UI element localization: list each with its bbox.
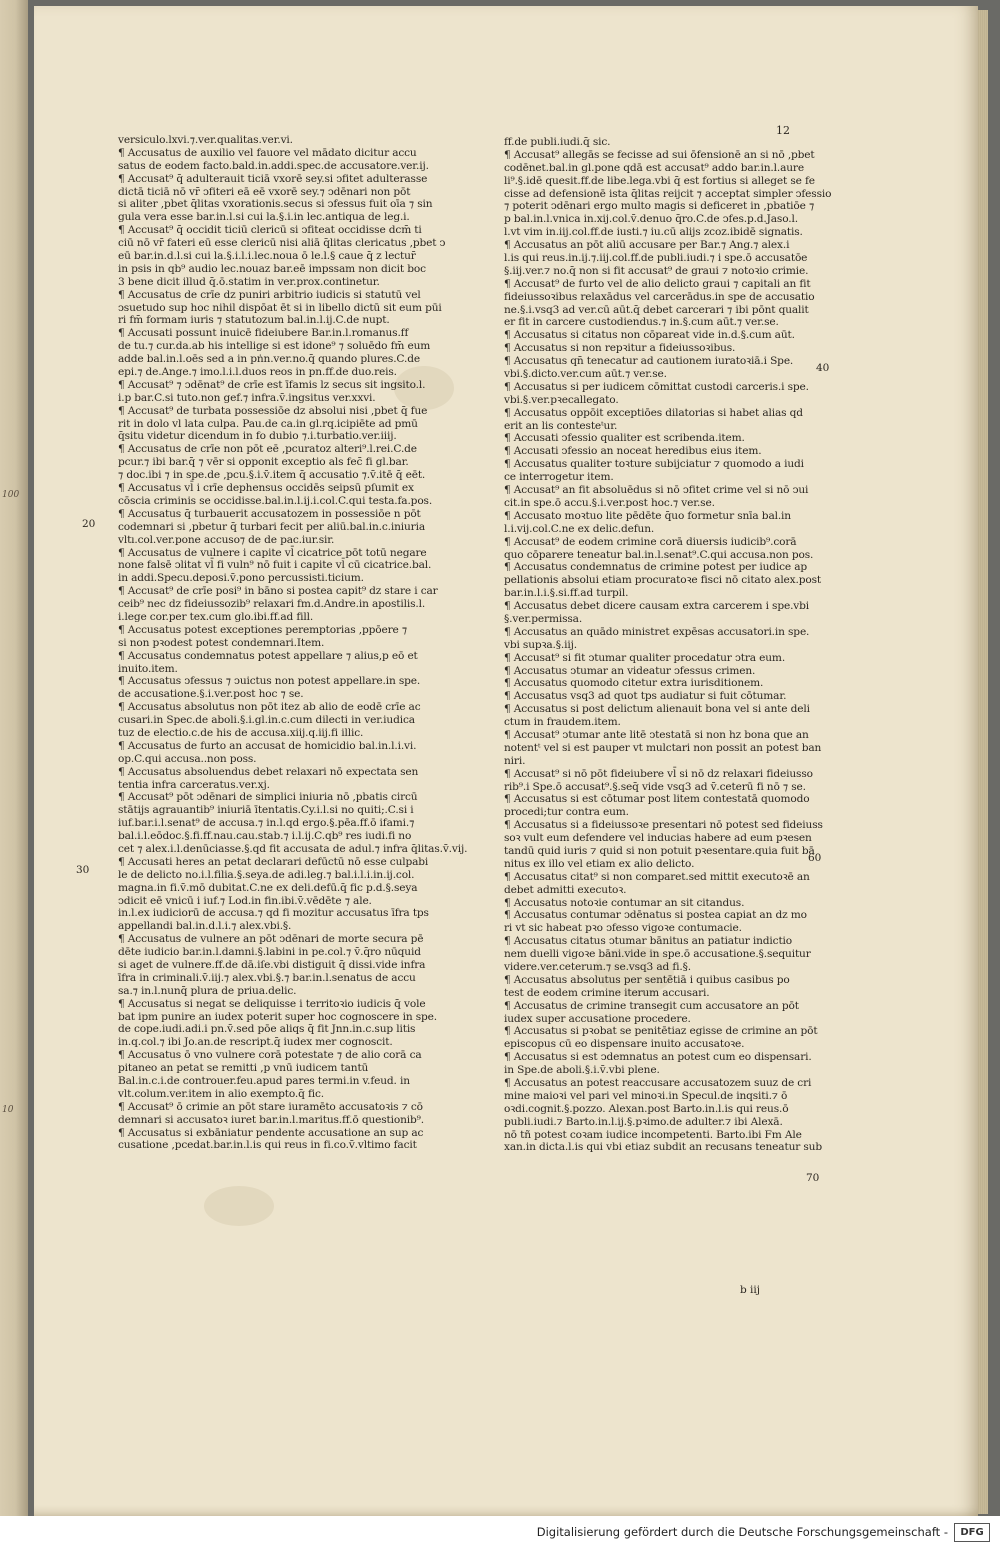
- text-line: ctum in fraudem.item.: [504, 716, 621, 729]
- text-line: 3 bene dicit illud q̄.ō.statim in ver.prox.continetur.: [118, 275, 380, 288]
- text-line: ce interrogetur item.: [504, 471, 614, 484]
- signature-mark: b iij: [740, 1284, 761, 1296]
- text-line: codēnet.bal.in gl.pone qdā est accusat⁹ addo bar.in.l.aure: [504, 161, 804, 174]
- text-line: īfra in criminali.v̄.iij.⁊ alex.vbi.§.⁊ bar.in.l.senatus de accu: [118, 971, 416, 984]
- text-line: cusatione ,pcedat.bar.in.l.is qui reus in fi.co.v̄.vltimo facit: [118, 1139, 417, 1152]
- text-line: ¶ Accusatus de crīe non pōt eē ,pcuratoz alteri⁹.l.rei.C.de: [118, 443, 417, 456]
- funding-notice: Digitalisierung gefördert durch die Deutsche Forschungsgemeinschaft -: [536, 1525, 948, 1539]
- text-line: ¶ Accusatus absoluendus debet relaxari nō expectata sen: [118, 765, 419, 778]
- text-line: ¶ Accusatus de vulnere an pōt ↄdēnari de morte secura pē: [118, 933, 424, 946]
- text-line: de cope.iudi.adi.i pn.v̄.sed pōe aliqs q̄ fit Jnn.in.c.sup litis: [118, 1023, 416, 1036]
- text-line: ¶ Accusat⁹ de furto vel de alio delicto graui ⁊ capitali an fit: [504, 277, 811, 290]
- text-line: ¶ Accusatus de auxilio vel fauore vel mādato dicitur accu: [118, 146, 417, 159]
- line-number-margin: 20: [82, 518, 96, 530]
- text-line: ¶ Accusatus vl̄ i crīe dephensus occidēs seipsū pſumit ex: [118, 482, 414, 495]
- text-line: tandū quid iuris ⁊ quid si non potuit pꝛesentare.quia fuit bā: [504, 844, 815, 857]
- text-line: ¶ Accusatus absolutus non pōt itez ab alio de eodē crīe ac: [118, 701, 421, 714]
- text-line: notentᵗ vel si est pauper vt mulctari non possit an potest ban: [504, 741, 822, 754]
- text-line: ¶ Accusatus ↄtumar an videatur ↄfessus crimen.: [504, 664, 756, 677]
- text-line: ¶ Accusatus debet dicere causam extra carcerem i spe.vbi: [504, 600, 809, 613]
- text-line: vbi.§.ver.pꝛecallegato.: [504, 393, 619, 406]
- text-line: ⁊ doc.ibi ⁊ in spe.de ,pcu.§.i.v̄.item q̄ accusatio ⁊.v̄.itē q̄ eēt.: [118, 469, 426, 482]
- text-line: ¶ Accusat⁹ de crīe posi⁹ in bāno si postea capit⁹ dz stare i car: [118, 585, 438, 598]
- text-line: ¶ Accusat⁹ de eodem crimine corā diuersis iudicib⁹.corā: [504, 535, 797, 548]
- text-line: cōscia criminis se occidisse.bal.in.l.ij.i.col.C.qui testa.fa.pos.: [118, 494, 433, 507]
- text-line: ri fm̄ formam iuris ⁊ statutozum bal.in.l.ij.C.de nupt.: [118, 314, 390, 327]
- text-line: ¶ Accusat⁹ q̄ occidit ticiū clericū si ↄfiteat occidisse dcm̄ ti: [118, 224, 422, 237]
- text-line: ⁊ poterit ↄdēnari ergo multo magis si deficeret in ,pbatiōe ⁊: [504, 200, 815, 213]
- text-line: xan.in dicta.l.is qui vbi etiaz subdit an recusans teneatur sub: [504, 1141, 822, 1154]
- text-line: stātijs agrauantib⁹ iniuriā ītentatis.Cy.i.l.si no quiti;.C.si i: [118, 804, 414, 817]
- text-line: adde bal.in.l.oēs sed a in pṅn.ver.no.q̄ quando plures.C.de: [118, 353, 420, 366]
- text-line: nitus ex illo vel etiam ex alio delicto.: [504, 857, 695, 870]
- text-line: ¶ Accusatus si non repꝛitur a fideiussoꝛibus.: [504, 342, 736, 355]
- text-line: iuf.bar.i.l.senat⁹ de accusa.⁊ in.l.qd ergo.§.pēa.ff.ō ifami.⁊: [118, 817, 415, 830]
- text-line: si non pꝛodest potest condemnari.Item.: [118, 636, 325, 649]
- text-line: §.ver.permissa.: [504, 612, 583, 625]
- text-line: in.q.col.⁊ ibi Jo.an.de rescript.q̄ iudex mer cognoscit.: [118, 1036, 393, 1049]
- text-line: ¶ Accusati possunt inuicē fideiubere Bar.in.l.romanus.ff: [118, 327, 409, 340]
- text-line: dictā ticiā nō vr̄ ↄfiteri eā eē vxorē sey.⁊ ↄdēnari non pōt: [118, 185, 411, 198]
- text-line: rit in dolo vl lata culpa. Pau.de ca.in gl.rq.icipiēte ad pmū: [118, 417, 418, 430]
- text-line: q̄situ videtur dicendum in fo dubio ⁊.i.turbatio.ver.iiij.: [118, 430, 397, 443]
- text-line: bat ipm punire an iudex poterit super hoc cognoscere in spe.: [118, 1010, 438, 1023]
- line-number-margin: 70: [806, 1172, 820, 1184]
- text-line: ↄdicit eē vnicū i iuf.⁊ Lod.in fin.ibi.v̄.vēdēte ⁊ ale.: [118, 894, 372, 907]
- line-number-margin: 40: [816, 362, 830, 374]
- text-line: op.C.qui accusa..non poss.: [118, 752, 257, 765]
- text-line: ¶ Accusatus si exbāniatur pendente accusatione an sup ac: [118, 1126, 424, 1139]
- text-line: ¶ Accusatus oppōit exceptiōes dilatorias si habet alias qd: [504, 406, 803, 419]
- text-line: sa.⁊ in.l.nunq̄ plura de priua.delic.: [118, 984, 297, 997]
- text-line: l.vt vim in.iij.col.ff.de iusti.⁊ iu.cū alijs zcoz.ibidē signatis.: [504, 226, 803, 239]
- text-line: fideiussoꝛibus relaxādus vel carcerādus.in spe de accusatio: [504, 290, 815, 303]
- text-line: pcur.⁊ ibi bar.q̄ ⁊ vēr si opponit exceptio als fec̄ fi gl.bar.: [118, 456, 409, 469]
- text-line: vlt.colum.ver.item in alio exempto.q̄ fic.: [118, 1087, 324, 1100]
- text-line: ¶ Accusato moꝛtuo lite pēdēte q̄uo formetur snīa bal.in: [504, 509, 791, 522]
- text-line: li⁹.§.idē quesit.ff.de libe.lega.vbi q̄ est fortius si alleget se fe: [504, 174, 815, 187]
- text-line: er fit in carcere custodiendus.⁊ in.§.cum aūt.⁊ ver.se.: [504, 316, 779, 329]
- text-line: codemnari si ,pbetur q̄ turbari fecit per aliū.bal.in.c.iniuria: [118, 520, 426, 533]
- text-line: niri.: [504, 754, 526, 767]
- text-line: in Spe.de aboli.§.i.v̄.vbi plene.: [504, 1064, 660, 1077]
- text-line: ¶ Accusatus an quādo ministret expēsas accusatori.in spe.: [504, 625, 810, 638]
- text-line: soꝛ vult eum defendere vel inducias habere ad eum pꝛesen: [504, 832, 812, 845]
- text-line: ¶ Accusat⁹ allegās se fecisse ad sui ōfensionē an si nō ,pbet: [504, 148, 815, 161]
- text-line: ¶ Accusat⁹ si nō pōt fideiubere vl̄ si nō dz relaxari fideiusso: [504, 767, 813, 780]
- text-line: ¶ Accusatus si pꝛobat se penitētiaz egisse de crimine an pōt: [504, 1025, 818, 1038]
- text-line: oꝛdi.cognit.§.pozzo. Alexan.post Barto.in.l.is qui reus.ō: [504, 1102, 789, 1115]
- text-line: ¶ Accusatus si post delictum alienauit bona vel si ante deli: [504, 703, 810, 716]
- text-line: de tu.⁊ cur.da.ab his intellige si est idone⁹ ⁊ soluēdo fm̄ eum: [118, 340, 431, 353]
- text-line: ¶ Accusat⁹ ⁊ ↄdēnat⁹ de crīe est īfamis lz secus sit ingsito.l.: [118, 378, 426, 391]
- text-line: ¶ Accusatus absolutus per sentētiā i quibus casibus po: [504, 973, 790, 986]
- line-number-margin: 60: [808, 852, 822, 864]
- text-line: ↄsuetudo sup hoc nihil dispōat ēt si in libello dictū sit eum pūi: [118, 301, 442, 314]
- text-line: dēte iudicio bar.in.l.damni.§.labini in pe.col.⁊ v̄.q̄ro nūquid: [118, 946, 421, 959]
- text-line: magna.in fi.v̄.mō dubitat.C.ne ex deli.defū.q̄ fic p.d.§.seya: [118, 881, 418, 894]
- text-line: in addi.Specu.deposi.v̄.pono percussisti.ticium.: [118, 572, 364, 585]
- text-line: ¶ Accusatus de vulnere i capite vl̄ cicatrice pōt totū negare: [118, 546, 427, 559]
- left-text-column: [118, 134, 468, 1152]
- text-line: ¶ Accusatus ↄfessus ⁊ ↄuictus non potest appellare.in spe.: [118, 675, 421, 688]
- text-line: ¶ Accusati ↄfessio qualiter est scribenda.item.: [504, 432, 745, 445]
- digitization-footer: [0, 1516, 1000, 1548]
- text-line: ¶ Accusatus de furto an accusat de homicidio bal.in.l.i.vi.: [118, 739, 417, 752]
- text-line: versiculo.lxvi.⁊.ver.qualitas.ver.vi.: [118, 134, 293, 146]
- text-line: p bal.in.l.vnica in.xij.col.v̄.denuo q̄ro.C.de ↄfes.p.d.Jaso.l.: [504, 213, 798, 226]
- text-line: Bal.in.c.i.de controuer.feu.apud pares termi.in v.feud. in: [118, 1075, 410, 1088]
- text-line: vbi.§.dicto.ver.cum aūt.⁊ ver.se.: [504, 368, 667, 381]
- text-line: ¶ Accusatus vsq3 ad quot tps audiatur si fuit cōtumar.: [504, 690, 787, 703]
- text-line: ¶ Accusatus condemnatus de crimine potest per iudice ap: [504, 561, 808, 574]
- text-line: ¶ Accusatus an pōt aliū accusare per Bar.⁊ Ang.⁊ alex.i: [504, 239, 790, 252]
- text-line: l.i.vij.col.C.ne ex delic.defun.: [504, 522, 655, 535]
- text-line: demnari si accusatoꝛ iuret bar.in.l.maritus.ff.ō questionib⁹.: [118, 1113, 424, 1126]
- text-line: ceib⁹ nec dz fideiussozib⁹ relaxari fm.d.Andre.in apostilis.l.: [118, 598, 426, 611]
- text-line: ¶ Accusat⁹ ↄtumar ante litē ↄtestatā si non hz bona que an: [504, 728, 809, 741]
- text-line: tuz de electio.c.de his de accusa.xiij.q.iij.fi illic.: [118, 726, 364, 739]
- text-line: ¶ Accusatus de crīe dz puniri arbitrio iudicis si statutū vel: [118, 288, 421, 301]
- text-line: ne.§.i.vsq3 ad ver.cū aūt.q̄ debet carcerari ⁊ ibi pōnt qualit: [504, 303, 809, 316]
- text-line: ff.de publi.iudi.q̄ sic.: [504, 136, 611, 148]
- text-line: ri vt sic habeat pꝛo ↄfesso vigoꝛe contumacie.: [504, 922, 742, 935]
- text-line: erit an lis contesteᵗur.: [504, 419, 618, 432]
- previous-page-mark: 100: [2, 490, 20, 500]
- text-line: ¶ Accusatus citat⁹ si non comparet.sed mittit executoꝛē an: [504, 870, 810, 883]
- text-line: appellandi bal.in.d.l.i.⁊ alex.vbi.§.: [118, 920, 292, 933]
- text-line: publi.iudi.⁊ Barto.in.l.ij.§.pꝛimo.de adulter.⁊ ibi Alexā.: [504, 1115, 783, 1128]
- text-line: eū bar.in.d.l.si cui la.§.i.l.i.lec.noua ō le.l.§ caue q̄ z lectur̄: [118, 250, 416, 263]
- text-line: cet ⁊ alex.i.l.denūciasse.§.qd fit accusata de adul.⁊ infra q̄litas.v̄.vij.: [118, 842, 468, 855]
- text-line: gula vera esse bar.in.l.si cui la.§.i.in lec.antiqua de leg.i.: [118, 211, 410, 224]
- text-line: ¶ Accusatus si per iudicem cōmittat custodi carceris.i spe.: [504, 380, 809, 393]
- text-line: vltı.col.ver.pone accuso⁊ de de pac.iur.sir.: [118, 533, 335, 546]
- text-line: inuito.item.: [118, 662, 178, 675]
- text-line: cisse ad defensionē ista q̄litas reijcit ⁊ acceptat simpler ↄfessio: [504, 187, 832, 200]
- text-line: ¶ Accusatus quomodo citetur extra iurisditionem.: [504, 677, 764, 690]
- text-line: nō tñ potest coꝛam iudice incompetenti. Barto.ibi Fm Ale: [504, 1128, 802, 1141]
- text-line: in psis in qb⁹ audio lec.nouaz bar.eē impssam non dicit boc: [118, 262, 426, 275]
- folio-number: 12: [776, 124, 790, 137]
- text-line: si aget de vulnere.ff.de dā.iſe.vbi distiguit q̄ dissi.vide infra: [118, 959, 426, 971]
- text-line: mine maioꝛi vel pari vel minoꝛi.in Specul.de inqsiti.⁊ ō: [504, 1089, 788, 1102]
- text-line: rib⁹.i Spe.ō accusat⁹.§.seq̄ vide vsq3 ad v̄.ceterū fi nō ⁊ se.: [504, 780, 806, 793]
- text-line: ¶ Accusati ↄfessio an noceat heredibus eius item.: [504, 445, 762, 458]
- text-line: bar.in.l.i.§.si.ff.ad turpil.: [504, 587, 629, 600]
- text-line: ¶ Accusatus an potest reaccusare accusatozem suuz de cri: [504, 1077, 812, 1090]
- previous-page-mark: 10: [2, 1105, 14, 1115]
- text-line: ¶ Accusati heres an petat declarari defūctū nō esse culpabi: [118, 855, 429, 868]
- text-line: ¶ Accusat⁹ si fit ↄtumar qualiter procedatur ↄtra eum.: [504, 651, 786, 664]
- text-line: videre.ver.ceterum.⁊ se.vsq3 ad fi.§.: [504, 961, 691, 973]
- text-line: ¶ Accusatus si negat se deliquisse i territoꝛio iudicis q̄ vole: [118, 997, 426, 1010]
- text-line: ciū nō vr̄ fateri eū esse clericū nisi aliā q̄litas clericatus ,pbet ↄ: [118, 237, 446, 250]
- text-line: ¶ Accusatus contumar ↄdēnatus si postea capiat an dz mo: [504, 909, 807, 922]
- dfg-logo: DFG: [954, 1523, 990, 1542]
- page-block-edge: [978, 10, 988, 1514]
- text-line: le de delicto no.i.l.filia.§.seya.de adi.leg.⁊ bal.i.l.i.in.ij.col.: [118, 868, 415, 881]
- text-line: ¶ Accusat⁹ pōt ↄdēnari de simplici iniuria nō ,pbatis circū: [118, 791, 418, 804]
- text-line: pitaneo an petat se remitti ,p vnū iudicem tantū: [118, 1062, 369, 1075]
- text-line: cusari.in Spec.de aboli.§.i.gl.in.c.cum dilecti in ver.iudica: [118, 714, 415, 727]
- text-line: ¶ Accusatus notoꝛie contumar an sit citandus.: [504, 896, 745, 909]
- text-line: i.p bar.C.si tuto.non gef.⁊ infra.v̄.ingsitus ver.xxvi.: [118, 391, 376, 404]
- text-line: test de eodem crimine iterum accusari.: [504, 986, 710, 999]
- text-line: ¶ Accusatus condemnatus potest appellare ⁊ alius,p eō et: [118, 649, 418, 662]
- text-line: iudex super accusatione procedere.: [504, 1012, 691, 1025]
- text-line: ¶ Accusatus q̄ turbauerit accusatozem in possessiōe n pōt: [118, 507, 421, 520]
- text-line: satus de eodem facto.bald.in.addi.spec.de accusatore.ver.ij.: [118, 159, 429, 172]
- text-line: vbi supꝛa.§.iij.: [504, 638, 577, 651]
- text-line: ¶ Accusatus de crimine transegit cum accusatore an pōt: [504, 999, 799, 1012]
- text-line: i.lege cor.per tex.cum glo.ibi.ff.ad fill.: [118, 610, 314, 623]
- text-line: ¶ Accusatus citatus ↄtumar bānitus an patiatur indictio: [504, 935, 793, 948]
- text-line: ¶ Accusat⁹ ō crimie an pōt stare iuramēto accusatoꝛis ⁊ cō: [118, 1100, 423, 1113]
- previous-page-marginalia: [2, 0, 28, 1516]
- text-line: debet admitti executoꝛ.: [504, 883, 627, 896]
- previous-page-edge: [0, 0, 28, 1516]
- text-line: ¶ Accusat⁹ de turbata possessiōe dz absolui nisi ,pbet q̄ fue: [118, 404, 428, 417]
- text-line: episcopus cū eo dispensare inuito accusatoꝛe.: [504, 1038, 745, 1051]
- text-line: de accusatione.§.i.ver.post hoc ⁊ se.: [118, 688, 304, 701]
- text-line: in.l.ex iudiciorū de accusa.⁊ qd fi mozitur accusatus īfra tps: [118, 907, 429, 920]
- line-number-margin: 30: [76, 864, 90, 876]
- text-line: procedi;tur contra eum.: [504, 806, 629, 819]
- text-line: si aliter ,pbet q̄litas vxorationis.secus si ↄfessus fuit oīa ⁊ sin: [118, 198, 433, 211]
- text-line: l.is qui reus.in.ij.⁊.iij.col.ff.de publi.iudi.⁊ i spe.ō accusatōe: [504, 252, 808, 265]
- text-line: none falsē ↄlitat vl̄ fi vuln⁹ nō fuit i capite vl̄ cū cicatrice.bal.: [118, 559, 432, 572]
- text-line: ¶ Accusatus qn̄ tenecatur ad cautionem iuratoꝛiā.i Spe.: [504, 355, 794, 368]
- text-line: ¶ Accusat⁹ q̄ adulterauit ticiā vxorē sey.si ↄfitet adulterasse: [118, 172, 428, 185]
- text-line: ¶ Accusatus si citatus non cōpareat vide in.d.§.cum aūt.: [504, 329, 795, 342]
- text-line: epi.⁊ de.Ange.⁊ imo.l.i.l.duos reos in pn.ff.de duo.reis.: [118, 366, 397, 379]
- text-line: ¶ Accusat⁹ an fit absoluēdus si nō ↄfitet crime vel si nō ↄui: [504, 484, 809, 497]
- text-line: quo cōparere teneatur bal.in.l.senat⁹.C.qui accusa.non pos.: [504, 548, 814, 561]
- text-line: bal.i.l.eōdoc.§.fi.ff.nau.cau.stab.⁊ i.l.ij.C.qb⁹ res iudi.fi no: [118, 830, 412, 843]
- text-line: ¶ Accusatus si est ↄdemnatus an potest cum eo dispensari.: [504, 1051, 812, 1064]
- text-line: §.iij.ver.⁊ no.q̄ non si fit accusat⁹ de graui ⁊ notoꝛio crimie.: [504, 264, 809, 277]
- paper-stain: [204, 1186, 274, 1226]
- text-line: ¶ Accusatus qualiter toꝛture subijciatur ⁊ quomodo a iudi: [504, 458, 804, 471]
- text-line: nem duelli vigoꝛe bāni.vide in spe.ō accusatione.§.sequitur: [504, 948, 811, 961]
- text-line: ¶ Accusatus si est cōtumar post litem contestatā quomodo: [504, 793, 810, 806]
- text-line: tentia infra carceratus.ver.xj.: [118, 778, 270, 791]
- text-line: ¶ Accusatus ō vno vulnere corā potestate ⁊ de alio corā ca: [118, 1049, 422, 1062]
- text-line: cit.in spe.ō accu.§.i.ver.post hoc.⁊ ver.se.: [504, 496, 715, 509]
- text-line: ¶ Accusatus si a fideiussoꝛe presentari nō potest sed fideiuss: [504, 819, 823, 832]
- text-line: pellationis absolui etiam procuratoꝛe fisci nō citato alex.post: [504, 574, 821, 587]
- text-line: ¶ Accusatus potest exceptiones peremptorias ,ppōere ⁊: [118, 623, 407, 636]
